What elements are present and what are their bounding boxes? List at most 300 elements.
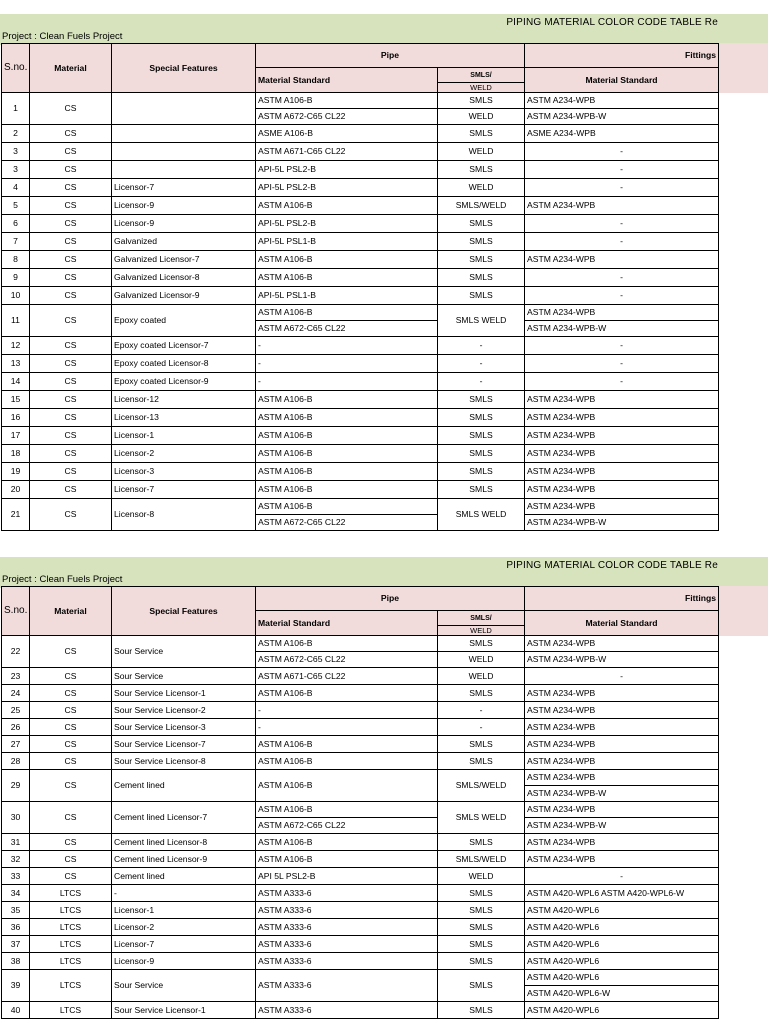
cell-sno: 15 (2, 391, 30, 409)
cell-smls-weld: WELD (438, 179, 525, 197)
cell-special-features: Sour Service (112, 668, 256, 685)
cell-material: CS (30, 445, 112, 463)
cell-special-features: Sour Service Licensor-8 (112, 753, 256, 770)
header-pipe: Pipe (256, 587, 525, 611)
cell-smls-weld: SMLS WELD (438, 305, 525, 337)
cell-smls-weld: SMLS (438, 953, 525, 970)
cell-pipe-standard: ASTM A672-C65 CL22 (256, 652, 438, 668)
cell-special-features: Licensor-12 (112, 391, 256, 409)
cell-smls-weld: SMLS WELD (438, 499, 525, 531)
cell-pipe-standard: ASTM A106-B (256, 427, 438, 445)
table-row (2, 834, 719, 851)
header-material: Material (30, 44, 112, 93)
cell-smls-weld: SMLS (438, 919, 525, 936)
cell-special-features: Licensor-8 (112, 499, 256, 531)
table2-title: PIPING MATERIAL COLOR CODE TABLE Re (506, 560, 718, 571)
cell-sno: 40 (2, 1002, 30, 1019)
cell-fittings-standard: - (525, 337, 719, 355)
cell-smls-weld: SMLS (438, 636, 525, 652)
cell-material: CS (30, 702, 112, 719)
table-row (2, 125, 719, 143)
cell-sno: 29 (2, 770, 30, 802)
cell-smls-weld: SMLS (438, 409, 525, 427)
header-special-features: Special Features (112, 44, 256, 93)
cell-sno: 37 (2, 936, 30, 953)
cell-material: LTCS (30, 919, 112, 936)
cell-material: CS (30, 834, 112, 851)
cell-smls-weld: SMLS/WELD (438, 770, 525, 802)
cell-special-features: - (112, 885, 256, 902)
table-row (2, 802, 719, 818)
cell-smls-weld: SMLS (438, 902, 525, 919)
cell-sno: 3 (2, 161, 30, 179)
cell-sno: 10 (2, 287, 30, 305)
table2-header-overflow (718, 586, 768, 636)
table2-project: Project : Clean Fuels Project (2, 574, 123, 585)
cell-sno: 23 (2, 668, 30, 685)
cell-special-features: Cement lined Licensor-8 (112, 834, 256, 851)
cell-fittings-standard: - (525, 215, 719, 233)
cell-material: CS (30, 753, 112, 770)
cell-pipe-standard: ASTM A106-B (256, 685, 438, 702)
table-row (2, 427, 719, 445)
cell-sno: 32 (2, 851, 30, 868)
cell-special-features: Licensor-3 (112, 463, 256, 481)
cell-pipe-standard: ASTM A671-C65 CL22 (256, 143, 438, 161)
cell-smls-weld: SMLS (438, 970, 525, 1002)
cell-fittings-standard: ASTM A234-WPB-W (525, 818, 719, 834)
cell-fittings-standard: ASTM A234-WPB (525, 481, 719, 499)
cell-fittings-standard: - (525, 287, 719, 305)
cell-fittings-standard: ASTM A234-WPB (525, 463, 719, 481)
cell-special-features (112, 161, 256, 179)
cell-pipe-standard: ASTM A106-B (256, 251, 438, 269)
cell-pipe-standard: ASTM A106-B (256, 636, 438, 652)
cell-fittings-standard: ASTM A420-WPL6 (525, 902, 719, 919)
cell-special-features: Licensor-2 (112, 445, 256, 463)
cell-smls-weld: SMLS (438, 834, 525, 851)
cell-sno: 5 (2, 197, 30, 215)
cell-material: CS (30, 93, 112, 125)
cell-pipe-standard: - (256, 337, 438, 355)
cell-pipe-standard: ASTM A333-6 (256, 919, 438, 936)
header-fittings: Fittings (525, 587, 719, 611)
cell-sno: 7 (2, 233, 30, 251)
cell-sno: 34 (2, 885, 30, 902)
table-row (2, 445, 719, 463)
cell-smls-weld: SMLS (438, 885, 525, 902)
cell-fittings-standard: ASTM A234-WPB (525, 753, 719, 770)
cell-special-features: Cement lined Licensor-9 (112, 851, 256, 868)
cell-special-features: Licensor-9 (112, 215, 256, 233)
cell-fittings-standard: ASTM A234-WPB-W (525, 515, 719, 531)
cell-material: CS (30, 197, 112, 215)
cell-fittings-standard: ASME A234-WPB (525, 125, 719, 143)
cell-fittings-standard: - (525, 355, 719, 373)
cell-special-features: Sour Service (112, 636, 256, 668)
table-row (2, 902, 719, 919)
cell-special-features (112, 93, 256, 125)
cell-pipe-standard: ASTM A106-B (256, 499, 438, 515)
cell-sno: 11 (2, 305, 30, 337)
table-row (2, 179, 719, 197)
table-row (2, 143, 719, 161)
cell-smls-weld: SMLS (438, 481, 525, 499)
table-row (2, 481, 719, 499)
cell-smls-weld: SMLS (438, 445, 525, 463)
cell-fittings-standard: ASTM A234-WPB-W (525, 786, 719, 802)
cell-material: CS (30, 770, 112, 802)
cell-smls-weld: SMLS (438, 427, 525, 445)
cell-material: CS (30, 636, 112, 668)
cell-smls-weld: SMLS/WELD (438, 851, 525, 868)
cell-fittings-standard: ASTM A420-WPL6 (525, 919, 719, 936)
cell-fittings-standard: ASTM A234-WPB (525, 685, 719, 702)
table1-title: PIPING MATERIAL COLOR CODE TABLE Re (506, 17, 718, 28)
cell-pipe-standard: ASTM A106-B (256, 445, 438, 463)
cell-smls-weld: SMLS/WELD (438, 197, 525, 215)
cell-pipe-standard: ASTM A106-B (256, 802, 438, 818)
table-row (2, 305, 719, 321)
header-pipe-material-standard: Material Standard (256, 611, 438, 636)
cell-sno: 30 (2, 802, 30, 834)
cell-material: LTCS (30, 1002, 112, 1019)
table1-project: Project : Clean Fuels Project (2, 31, 123, 42)
cell-material: CS (30, 143, 112, 161)
cell-pipe-standard: ASTM A106-B (256, 305, 438, 321)
header-weld: WELD (438, 83, 525, 93)
cell-special-features: Epoxy coated Licensor-7 (112, 337, 256, 355)
cell-sno: 9 (2, 269, 30, 287)
cell-sno: 27 (2, 736, 30, 753)
table-row (2, 463, 719, 481)
header-sno: S.no. (2, 587, 30, 636)
header-material: Material (30, 587, 112, 636)
cell-sno: 36 (2, 919, 30, 936)
cell-fittings-standard: - (525, 269, 719, 287)
cell-fittings-standard: ASTM A420-WPL6 (525, 953, 719, 970)
cell-smls-weld: WELD (438, 868, 525, 885)
cell-sno: 31 (2, 834, 30, 851)
cell-fittings-standard: ASTM A234-WPB (525, 636, 719, 652)
cell-smls-weld: SMLS (438, 936, 525, 953)
cell-material: CS (30, 161, 112, 179)
cell-sno: 3 (2, 143, 30, 161)
table-row (2, 736, 719, 753)
cell-special-features: Licensor-13 (112, 409, 256, 427)
cell-material: CS (30, 868, 112, 885)
cell-sno: 6 (2, 215, 30, 233)
cell-material: CS (30, 179, 112, 197)
header-special-features: Special Features (112, 587, 256, 636)
cell-smls-weld: SMLS (438, 125, 525, 143)
cell-smls-weld: SMLS (438, 161, 525, 179)
cell-special-features: Sour Service Licensor-1 (112, 685, 256, 702)
cell-smls-weld: - (438, 702, 525, 719)
cell-material: CS (30, 373, 112, 391)
cell-sno: 28 (2, 753, 30, 770)
cell-pipe-standard: ASTM A106-B (256, 269, 438, 287)
table-row (2, 337, 719, 355)
cell-sno: 22 (2, 636, 30, 668)
cell-sno: 24 (2, 685, 30, 702)
table-row (2, 970, 719, 986)
cell-pipe-standard: ASTM A106-B (256, 93, 438, 109)
cell-smls-weld: WELD (438, 143, 525, 161)
cell-pipe-standard: ASTM A672-C65 CL22 (256, 818, 438, 834)
cell-pipe-standard: - (256, 373, 438, 391)
table-row (2, 885, 719, 902)
cell-smls-weld: SMLS (438, 93, 525, 109)
cell-smls-weld: SMLS (438, 287, 525, 305)
cell-pipe-standard: ASTM A106-B (256, 753, 438, 770)
cell-fittings-standard: ASTM A234-WPB-W (525, 109, 719, 125)
table-row (2, 719, 719, 736)
cell-special-features: Licensor-7 (112, 936, 256, 953)
cell-sno: 35 (2, 902, 30, 919)
cell-fittings-standard: - (525, 373, 719, 391)
cell-material: LTCS (30, 953, 112, 970)
cell-smls-weld: SMLS (438, 463, 525, 481)
cell-smls-weld: SMLS (438, 215, 525, 233)
table-row (2, 93, 719, 109)
cell-fittings-standard: ASTM A234-WPB (525, 834, 719, 851)
cell-smls-weld: WELD (438, 668, 525, 685)
cell-smls-weld: SMLS (438, 391, 525, 409)
cell-material: CS (30, 125, 112, 143)
cell-special-features: Galvanized Licensor-9 (112, 287, 256, 305)
cell-special-features: Cement lined Licensor-7 (112, 802, 256, 834)
table-row (2, 753, 719, 770)
table-row (2, 936, 719, 953)
cell-material: CS (30, 233, 112, 251)
cell-pipe-standard: ASTM A106-B (256, 409, 438, 427)
cell-material: CS (30, 305, 112, 337)
table-row (2, 251, 719, 269)
cell-material: CS (30, 427, 112, 445)
cell-fittings-standard: ASTM A234-WPB (525, 427, 719, 445)
cell-fittings-standard: ASTM A234-WPB (525, 702, 719, 719)
cell-special-features: Epoxy coated Licensor-9 (112, 373, 256, 391)
cell-smls-weld: - (438, 337, 525, 355)
cell-special-features: Epoxy coated (112, 305, 256, 337)
cell-pipe-standard: API-5L PSL2-B (256, 179, 438, 197)
cell-pipe-standard: ASTM A106-B (256, 770, 438, 802)
header-weld: WELD (438, 626, 525, 636)
cell-pipe-standard: ASTM A106-B (256, 851, 438, 868)
cell-fittings-standard: - (525, 179, 719, 197)
cell-fittings-standard: ASTM A234-WPB (525, 305, 719, 321)
cell-smls-weld: WELD (438, 109, 525, 125)
table-row (2, 919, 719, 936)
cell-fittings-standard: - (525, 143, 719, 161)
cell-special-features: Sour Service Licensor-7 (112, 736, 256, 753)
cell-special-features: Cement lined (112, 770, 256, 802)
cell-pipe-standard: API-5L PSL1-B (256, 233, 438, 251)
cell-sno: 19 (2, 463, 30, 481)
cell-sno: 26 (2, 719, 30, 736)
cell-special-features (112, 143, 256, 161)
cell-sno: 4 (2, 179, 30, 197)
table1-header-overflow (718, 43, 768, 93)
cell-smls-weld: - (438, 373, 525, 391)
cell-fittings-standard: ASTM A234-WPB-W (525, 321, 719, 337)
table-row (2, 668, 719, 685)
table-row (2, 233, 719, 251)
cell-material: CS (30, 736, 112, 753)
table-row (2, 215, 719, 233)
cell-sno: 18 (2, 445, 30, 463)
cell-material: CS (30, 409, 112, 427)
cell-special-features: Sour Service Licensor-3 (112, 719, 256, 736)
cell-material: CS (30, 287, 112, 305)
header-fittings: Fittings (525, 44, 719, 68)
cell-material: CS (30, 269, 112, 287)
header-fittings-material-standard: Material Standard (525, 68, 719, 93)
table-row (2, 851, 719, 868)
cell-special-features: Licensor-7 (112, 481, 256, 499)
cell-material: CS (30, 499, 112, 531)
cell-pipe-standard: ASTM A106-B (256, 391, 438, 409)
cell-material: CS (30, 851, 112, 868)
cell-pipe-standard: ASTM A671-C65 CL22 (256, 668, 438, 685)
table-row (2, 391, 719, 409)
cell-fittings-standard: ASTM A234-WPB (525, 251, 719, 269)
cell-sno: 13 (2, 355, 30, 373)
table-row (2, 287, 719, 305)
cell-fittings-standard: ASTM A234-WPB (525, 499, 719, 515)
cell-pipe-standard: API 5L PSL2-B (256, 868, 438, 885)
cell-material: CS (30, 802, 112, 834)
cell-special-features: Licensor-9 (112, 197, 256, 215)
cell-special-features: Licensor-1 (112, 427, 256, 445)
cell-material: CS (30, 251, 112, 269)
cell-pipe-standard: ASTM A106-B (256, 197, 438, 215)
cell-special-features: Galvanized (112, 233, 256, 251)
cell-smls-weld: SMLS WELD (438, 802, 525, 834)
cell-pipe-standard: ASTM A333-6 (256, 1002, 438, 1019)
cell-special-features: Galvanized Licensor-7 (112, 251, 256, 269)
table-row (2, 197, 719, 215)
cell-pipe-standard: - (256, 702, 438, 719)
cell-pipe-standard: ASTM A106-B (256, 463, 438, 481)
cell-material: CS (30, 685, 112, 702)
cell-fittings-standard: ASTM A234-WPB (525, 391, 719, 409)
table2 (1, 586, 719, 1019)
cell-fittings-standard: ASTM A420-WPL6-W (525, 986, 719, 1002)
cell-special-features: Sour Service Licensor-1 (112, 1002, 256, 1019)
cell-pipe-standard: ASTM A106-B (256, 736, 438, 753)
header-sno: S.no. (2, 44, 30, 93)
table-row (2, 409, 719, 427)
cell-fittings-standard: ASTM A234-WPB (525, 93, 719, 109)
cell-smls-weld: SMLS (438, 736, 525, 753)
cell-smls-weld: - (438, 355, 525, 373)
cell-material: CS (30, 337, 112, 355)
cell-sno: 20 (2, 481, 30, 499)
cell-pipe-standard: API-5L PSL2-B (256, 161, 438, 179)
cell-special-features: Licensor-7 (112, 179, 256, 197)
cell-special-features: Sour Service Licensor-2 (112, 702, 256, 719)
cell-fittings-standard: ASTM A420-WPL6 (525, 936, 719, 953)
cell-material: CS (30, 355, 112, 373)
cell-fittings-standard: - (525, 233, 719, 251)
table-row (2, 161, 719, 179)
cell-fittings-standard: ASTM A234-WPB (525, 851, 719, 868)
cell-pipe-standard: API-5L PSL1-B (256, 287, 438, 305)
cell-smls-weld: SMLS (438, 685, 525, 702)
cell-sno: 16 (2, 409, 30, 427)
cell-sno: 8 (2, 251, 30, 269)
cell-pipe-standard: ASTM A333-6 (256, 902, 438, 919)
cell-material: CS (30, 391, 112, 409)
cell-special-features: Licensor-2 (112, 919, 256, 936)
table-row (2, 868, 719, 885)
cell-fittings-standard: ASTM A234-WPB (525, 409, 719, 427)
cell-smls-weld: - (438, 719, 525, 736)
cell-special-features: Licensor-9 (112, 953, 256, 970)
table-row (2, 355, 719, 373)
cell-material: CS (30, 463, 112, 481)
cell-pipe-standard: - (256, 719, 438, 736)
cell-special-features: Galvanized Licensor-8 (112, 269, 256, 287)
table-row (2, 1002, 719, 1019)
cell-fittings-standard: ASTM A420-WPL6 ASTM A420-WPL6-W (525, 885, 719, 902)
header-smls: SMLS/ (438, 611, 525, 626)
cell-pipe-standard: ASTM A672-C65 CL22 (256, 109, 438, 125)
cell-pipe-standard: ASTM A106-B (256, 834, 438, 851)
cell-fittings-standard: ASTM A420-WPL6 (525, 970, 719, 986)
cell-sno: 17 (2, 427, 30, 445)
cell-pipe-standard: ASTM A333-6 (256, 970, 438, 1002)
cell-sno: 38 (2, 953, 30, 970)
cell-fittings-standard: ASTM A234-WPB (525, 736, 719, 753)
table-row (2, 636, 719, 652)
header-smls: SMLS/ (438, 68, 525, 83)
cell-fittings-standard: - (525, 668, 719, 685)
cell-smls-weld: WELD (438, 652, 525, 668)
cell-sno: 21 (2, 499, 30, 531)
cell-fittings-standard: ASTM A234-WPB (525, 719, 719, 736)
cell-smls-weld: SMLS (438, 233, 525, 251)
cell-fittings-standard: ASTM A234-WPB (525, 197, 719, 215)
cell-sno: 1 (2, 93, 30, 125)
cell-special-features: Sour Service (112, 970, 256, 1002)
cell-pipe-standard: ASME A106-B (256, 125, 438, 143)
cell-pipe-standard: - (256, 355, 438, 373)
cell-material: CS (30, 719, 112, 736)
cell-smls-weld: SMLS (438, 1002, 525, 1019)
table-row (2, 269, 719, 287)
cell-fittings-standard: - (525, 868, 719, 885)
cell-material: LTCS (30, 902, 112, 919)
cell-pipe-standard: ASTM A333-6 (256, 953, 438, 970)
table-row (2, 685, 719, 702)
cell-material: CS (30, 215, 112, 233)
cell-sno: 33 (2, 868, 30, 885)
header-pipe-material-standard: Material Standard (256, 68, 438, 93)
cell-sno: 39 (2, 970, 30, 1002)
cell-pipe-standard: ASTM A333-6 (256, 885, 438, 902)
table-row (2, 373, 719, 391)
cell-fittings-standard: - (525, 161, 719, 179)
cell-fittings-standard: ASTM A234-WPB (525, 770, 719, 786)
table-row (2, 499, 719, 515)
cell-sno: 2 (2, 125, 30, 143)
cell-sno: 25 (2, 702, 30, 719)
cell-smls-weld: SMLS (438, 753, 525, 770)
cell-smls-weld: SMLS (438, 251, 525, 269)
